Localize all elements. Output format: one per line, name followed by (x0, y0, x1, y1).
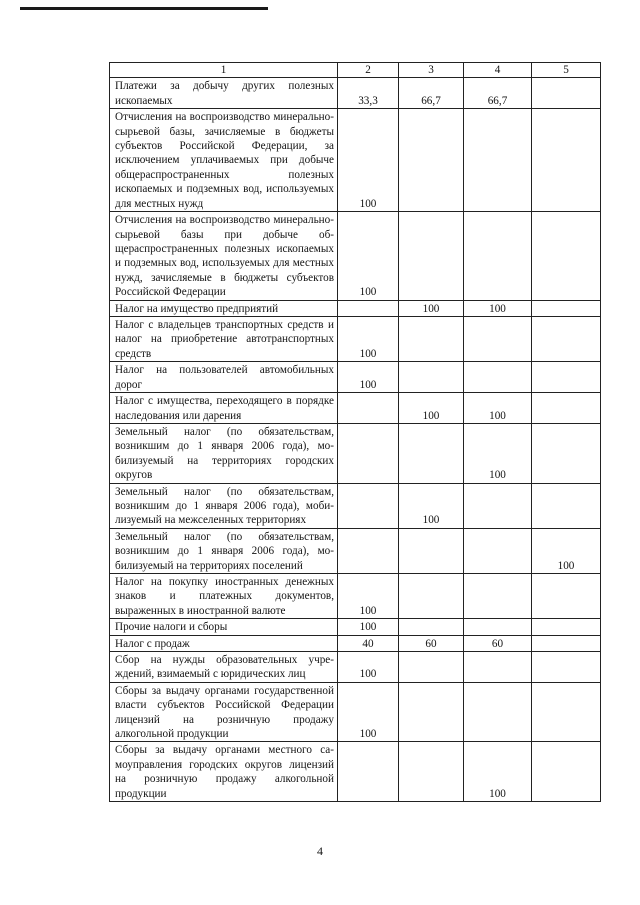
row-label: Отчисления на воспроизводство минерально-сырьевой базы при добыче общераспространенных полезных ископаемых и подземных вод, используемых для местных нужд, зачисляемые в бюджеты субъектов Российской Федерации (110, 212, 338, 300)
row-value-col5 (532, 393, 601, 424)
row-label: Налог на пользователей автомобильных дорог (110, 362, 338, 393)
row-value-col5 (532, 317, 601, 362)
row-label: Земельный налог (по обязательствам, возникшим до 1 января 2006 года), мобилизуемый на межселенных территориях (110, 483, 338, 528)
row-label: Сбор на нужды образовательных учреждений, взимаемый с юридических лиц (110, 652, 338, 683)
table-row (110, 78, 601, 109)
row-value-col2: 100 (338, 573, 399, 618)
row-value-col3: 100 (399, 483, 464, 528)
row-value-col2 (338, 393, 399, 424)
row-value-col4 (464, 109, 532, 212)
row-value-col5 (532, 573, 601, 618)
row-value-col4 (464, 573, 532, 618)
row-value-col2: 100 (338, 619, 399, 635)
row-value-col5 (532, 78, 601, 109)
row-value-col3 (399, 619, 464, 635)
row-value-col4: 100 (464, 742, 532, 802)
row-value-col5: 100 (532, 528, 601, 573)
row-label: Налог с продаж (110, 635, 338, 651)
row-value-col3: 60 (399, 635, 464, 651)
row-value-col5 (532, 742, 601, 802)
table-row (110, 317, 601, 362)
table-row (110, 423, 601, 483)
row-value-col5 (532, 109, 601, 212)
row-value-col3 (399, 109, 464, 212)
row-label: Земельный налог (по обязательствам, возникшим до 1 января 2006 года), мобилизуемый на территориях поселений (110, 528, 338, 573)
row-label: Прочие налоги и сборы (110, 619, 338, 635)
table-row (110, 635, 601, 651)
column-header-1: 1 (110, 63, 338, 78)
row-value-col5 (532, 423, 601, 483)
row-value-col2: 40 (338, 635, 399, 651)
row-value-col2: 100 (338, 212, 399, 300)
row-value-col3 (399, 573, 464, 618)
row-value-col2: 100 (338, 317, 399, 362)
table-row (110, 573, 601, 618)
row-value-col4: 66,7 (464, 78, 532, 109)
table-row (110, 528, 601, 573)
row-value-col3 (399, 682, 464, 742)
table-row (110, 682, 601, 742)
column-header-3: 3 (399, 63, 464, 78)
row-value-col2 (338, 300, 399, 316)
row-value-col3 (399, 652, 464, 683)
table-row (110, 362, 601, 393)
row-value-col3: 66,7 (399, 78, 464, 109)
revenue-distribution-table (109, 62, 601, 802)
table-row (110, 619, 601, 635)
row-value-col2 (338, 423, 399, 483)
row-value-col4 (464, 212, 532, 300)
table-row (110, 483, 601, 528)
row-value-col4: 100 (464, 300, 532, 316)
table-header-row (110, 63, 601, 78)
row-value-col5 (532, 362, 601, 393)
row-value-col4: 60 (464, 635, 532, 651)
row-value-col3: 100 (399, 393, 464, 424)
row-label: Платежи за добычу других полезных ископаемых (110, 78, 338, 109)
row-value-col5 (532, 300, 601, 316)
row-value-col4 (464, 362, 532, 393)
row-label: Налог на покупку иностранных денежных знаков и платежных документов, выраженных в иностранной валюте (110, 573, 338, 618)
row-value-col4 (464, 528, 532, 573)
row-value-col2: 100 (338, 362, 399, 393)
row-value-col3: 100 (399, 300, 464, 316)
row-label: Сборы за выдачу органами государственной власти субъектов Российской Федерации лицензий на розничную продажу алкогольной продукции (110, 682, 338, 742)
table-row (110, 742, 601, 802)
row-label: Сборы за выдачу органами местного самоуправления городских округов лицензий на розничную продажу алкогольной продукции (110, 742, 338, 802)
row-label: Отчисления на воспроизводство минерально-сырьевой базы, зачисляемые в бюджеты субъектов Российской Федерации, за исключением уплачиваемых при добыче общераспространенных полезных ископаемых и подземных вод, используемых для местных нужд (110, 109, 338, 212)
table-row (110, 109, 601, 212)
row-value-col2 (338, 528, 399, 573)
column-header-4: 4 (464, 63, 532, 78)
table-row (110, 212, 601, 300)
row-value-col3 (399, 742, 464, 802)
table-row (110, 300, 601, 316)
row-value-col3 (399, 362, 464, 393)
row-value-col3 (399, 423, 464, 483)
row-value-col5 (532, 652, 601, 683)
row-value-col5 (532, 682, 601, 742)
row-value-col4 (464, 682, 532, 742)
row-value-col2: 100 (338, 652, 399, 683)
row-value-col4 (464, 619, 532, 635)
row-value-col5 (532, 619, 601, 635)
row-label: Налог на имущество предприятий (110, 300, 338, 316)
row-value-col4 (464, 317, 532, 362)
row-value-col5 (532, 212, 601, 300)
header-rule (20, 7, 268, 10)
row-label: Налог с владельцев транспортных средств и налог на приобретение автотранспортных средств (110, 317, 338, 362)
row-value-col3 (399, 212, 464, 300)
row-value-col3 (399, 317, 464, 362)
row-value-col2 (338, 483, 399, 528)
row-value-col5 (532, 483, 601, 528)
row-label: Земельный налог (по обязательствам, возникшим до 1 января 2006 года), мобилизуемый на территориях городских округов (110, 423, 338, 483)
row-value-col4: 100 (464, 423, 532, 483)
row-label: Налог с имущества, переходящего в порядке наследования или дарения (110, 393, 338, 424)
row-value-col5 (532, 635, 601, 651)
page-number: 4 (317, 844, 323, 858)
row-value-col2: 100 (338, 109, 399, 212)
row-value-col2 (338, 742, 399, 802)
row-value-col2: 33,3 (338, 78, 399, 109)
row-value-col4 (464, 483, 532, 528)
row-value-col4: 100 (464, 393, 532, 424)
table-row (110, 652, 601, 683)
row-value-col3 (399, 528, 464, 573)
column-header-2: 2 (338, 63, 399, 78)
row-value-col2: 100 (338, 682, 399, 742)
table-row (110, 393, 601, 424)
row-value-col4 (464, 652, 532, 683)
column-header-5: 5 (532, 63, 601, 78)
